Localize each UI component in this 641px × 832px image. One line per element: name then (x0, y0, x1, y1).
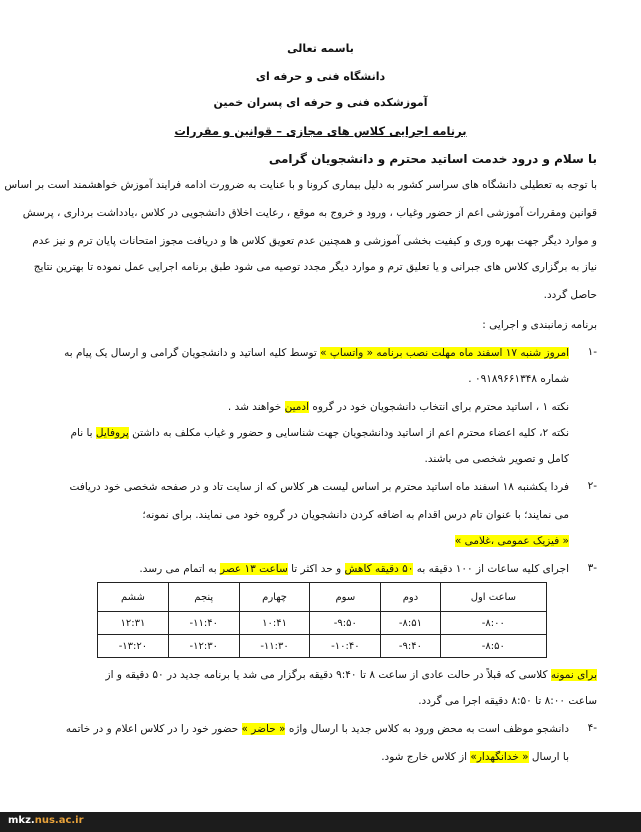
table-header-cell: دوم (381, 583, 440, 612)
header-basmala: باسمه تعالی (287, 42, 354, 55)
item4-highlight-2: « خدانگهدار» (470, 751, 529, 763)
table-cell: ۱۳:۲۰- (98, 635, 169, 658)
schedule-heading: برنامه زمانبندی و اجرایی : (482, 319, 597, 331)
item4-number: -۴ (587, 722, 597, 734)
intro-line-5: حاصل گردد. (543, 289, 597, 301)
item2-line-1: فردا یکشنبه ۱۸ اسفند ماه اساتید محترم بر اساس لیست هر کلاس که از سایت تاد و در صفحه شخصی خود دریافت (69, 481, 569, 493)
note1-highlight: ادمین (284, 401, 309, 413)
item3-mid: و حد اکثر تا (287, 563, 345, 575)
note2-end: با نام (70, 427, 96, 439)
item1-line-2: شماره ۰۹۱۸۹۶۶۱۳۴۸ . (468, 373, 569, 385)
item3-end: به اتمام می رسد. (139, 563, 221, 575)
table-cell: ۹:۴۰- (381, 635, 440, 658)
table-cell: ۱۱:۳۰- (239, 635, 310, 658)
footer-watermark (8, 815, 84, 826)
item3-number: -۳ (587, 562, 597, 574)
item2-line-2: می نمایند؛ با عنوان تام درس اقدام به اضافه کردن دانشجویان در گروه خود می نمایند. برای نمونه؛ (142, 509, 569, 521)
item2-example (455, 534, 569, 548)
table-cell: ۱۲:۳۰- (168, 635, 239, 658)
item4-line-1 (66, 722, 569, 736)
note1-end: خواهند شد . (227, 401, 285, 413)
item1-note-2-line-2: کامل و تصویر شخصی می باشند. (424, 453, 569, 465)
footer-domain: nus.ac.ir (34, 815, 84, 826)
item4-line-2 (381, 750, 569, 764)
item4-line2-end: از کلاس خارج شود. (381, 751, 471, 763)
table-cell: ۹:۵۰- (310, 612, 381, 635)
table-cell: ۸:۵۰- (440, 635, 546, 658)
after-table-text: کلاسی که قبلاً در حالت عادی از ساعت ۸ تا ۹:۴۰ دقیقه برگزار می شد یا برنامه جدید در ۵۰ دقیقه و از (105, 669, 551, 681)
intro-line-1: با توجه به تعطیلی دانشگاه های سراسر کشور به دلیل بیماری کرونا و با عنایت به ضرورت ادامه فرایند آموزش خواهشمند است بر اساس (4, 179, 597, 191)
note1-text: نکته ۱ ، اساتید محترم برای انتخاب دانشجویان خود در گروه (309, 401, 569, 413)
item3-highlight-1: ۵۰ دقیقه کاهش (344, 563, 414, 575)
item1-number: -۱ (587, 346, 597, 358)
table-header-cell: پنجم (168, 583, 239, 612)
note2-highlight: پروفایل (95, 427, 129, 439)
table-row (98, 612, 547, 635)
item1-note-2 (71, 426, 570, 440)
table-header-cell: چهارم (239, 583, 310, 612)
item3-line (139, 562, 569, 576)
after-table-highlight: برای نمونه (550, 669, 597, 681)
intro-line-3: و موارد دیگر جهت بهره وری و کیفیت بخشی آموزشی و همچنین عدم تعویق کلاس ها و دریافت مجوز امتحانات پایان ترم و نیز عدم (32, 235, 597, 247)
item4-end: حضور خود را در کلاس اعلام و در خاتمه (65, 723, 242, 735)
item2-number: -۲ (587, 480, 597, 492)
page-title: برنامه اجرایی کلاس های مجازی – قوانین و مقررات (174, 124, 467, 138)
item4-text: دانشجو موظف است به محض ورود به کلاس جدید با ارسال واژه (285, 723, 569, 735)
table-cell: ۱۰:۴۱ (239, 612, 310, 635)
note2-text: نکته ۲، کلیه اعضاء محترم اعم از اساتید ودانشجویان جهت شناسایی و حضور و غیاب مکلف به داشتن (128, 427, 569, 439)
item1-rest: توسط کلیه اساتید و دانشجویان گرامی و ارسال یک پیام به (64, 347, 321, 359)
intro-line-4: نیاز به برگزاری کلاس های جبرانی و یا تعلیق ترم و موارد دیگر مجدد توصیه می شود طبق برنامه اجرایی عمل نموده تا بهترین نتایج (33, 261, 597, 273)
table-header-cell: ششم (98, 583, 169, 612)
item4-line2-text: با ارسال (528, 751, 569, 763)
header-university: دانشگاه فنی و حرفه ای (255, 70, 386, 83)
table-row (98, 635, 547, 658)
header-college: آموزشکده فنی و حرفه ای پسران خمین (213, 96, 428, 109)
footer-prefix: mkz. (8, 815, 35, 826)
table-cell: ۱۲:۳۱ (98, 612, 169, 635)
table-header-cell: ساعت اول (440, 583, 546, 612)
item1-line-1 (64, 346, 569, 360)
after-table-line-2: ساعت ۸:۰۰ تا ۸:۵۰ دقیقه اجرا می گردد. (418, 695, 597, 707)
footer-bar (0, 812, 641, 832)
intro-line-2: قوانین ومقررات آموزشی اعم از حضور وغیاب ، ورود و خروج به موقع ، رعایت اخلاق دانشجویی در کلاس ،یادداشت برداری ، پرسش (22, 207, 597, 219)
greeting: با سلام و درود خدمت اساتید محترم و دانشجویان گرامی (268, 152, 597, 166)
item3-text: اجرای کلیه ساعات از ۱۰۰ دقیقه به (413, 563, 569, 575)
table-cell: ۱۰:۴۰- (310, 635, 381, 658)
item3-highlight-2: ساعت ۱۳ عصر (220, 563, 288, 575)
item2-example-highlight: « فیزیک عمومی ،غلامی » (454, 535, 569, 547)
item1-note-1 (228, 400, 569, 414)
after-table-line-1 (106, 668, 597, 682)
table-cell: ۸:۵۱- (381, 612, 440, 635)
item1-highlight: امروز شنبه ۱۷ اسفند ماه مهلت نصب برنامه « واتساپ » (320, 347, 569, 359)
table-cell: ۱۱:۴۰- (168, 612, 239, 635)
schedule-table (97, 582, 547, 658)
table-header-cell: سوم (310, 583, 381, 612)
table-cell: ۸:۰۰- (440, 612, 546, 635)
item4-highlight-1: « حاضر » (241, 723, 286, 735)
table-header-row (98, 583, 547, 612)
